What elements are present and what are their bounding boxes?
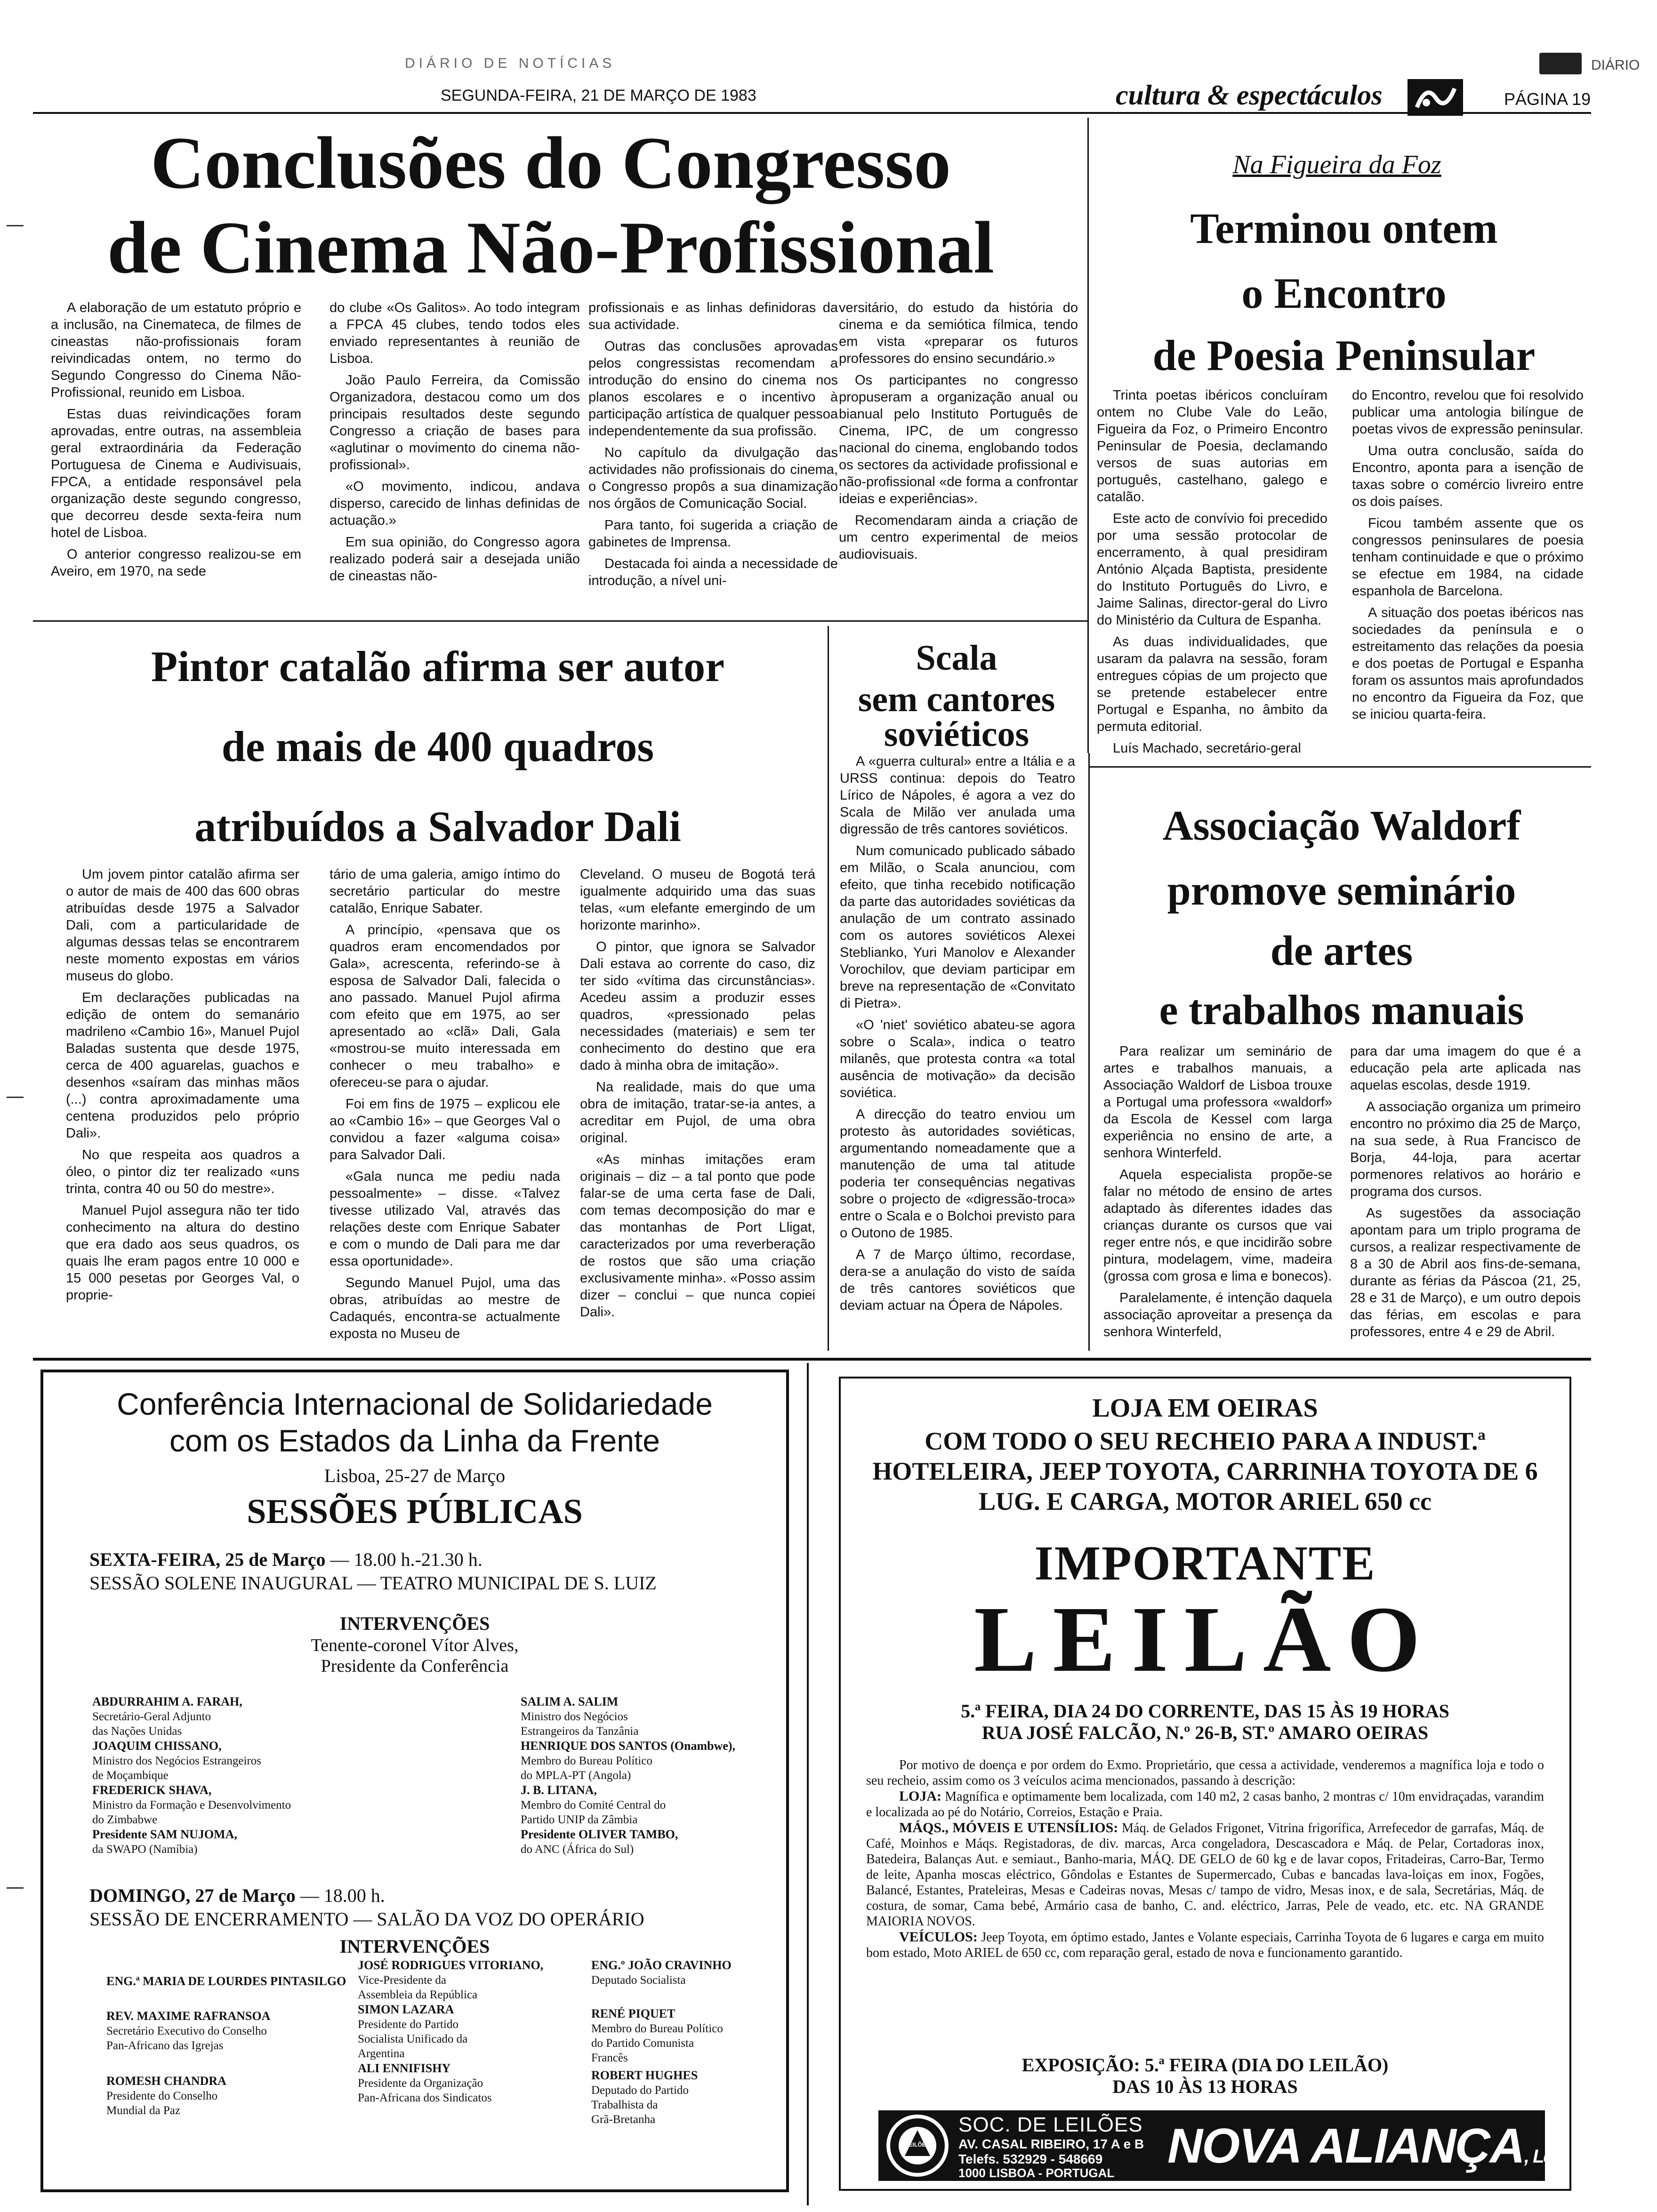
edge-mark [7, 1887, 24, 1889]
name-entry: Presidente OLIVER TAMBO, do ANC (África do Sul) [521, 1827, 678, 1856]
para: Luís Machado, secretário-geral [1113, 741, 1301, 756]
name-entry: J. B. LITANA, Membro do Comité Central do Partido UNIP da Zâmbia [521, 1783, 666, 1826]
conference-g2-col2 [358, 1958, 593, 2105]
auction-expo-1: EXPOSIÇÃO: 5.ª FEIRA (DIA DO LEILÃO) [1022, 2054, 1389, 2076]
para: Outras das conclusões aprovadas pelos congressistas recomendam a introdução do ensino do cinema nos planos escolares e o incentivo à participação artística de qualquer pessoa independentemente da sua profissão. [588, 339, 838, 439]
auction-soc: SOC. DE LEILÕES [958, 2113, 1143, 2136]
para: para dar uma imagem do que é a educação pela arte aplicada nas aquelas escolas, desde 1919. [1350, 1044, 1581, 1093]
conference-president-2: Presidente da Conferência [321, 1656, 509, 1676]
para: A elaboração de um estatuto próprio e a inclusão, na Cinemateca, de filmes de cineastas não-profissionais foram reivindicadas ontem, no termo do Segundo Congresso do Cinema Não-Profissional, reunido em Lisboa. [51, 300, 301, 400]
dali-col-2 [330, 866, 560, 1347]
name-entry: RENÉ PIQUET Membro do Bureau Político do Partido Comunista Francês [591, 2007, 723, 2064]
auction-addr-3: 1000 LISBOA - PORTUGAL [958, 2166, 1115, 2180]
para: Os participantes no congresso propuseram a organização anual ou bianual pelo Instituto Português de Cinema, IPC, de um congresso nacional do cinema, englobando todos os sectores da actividade profissional e não-profissional «de forma a confrontar ideias e experiências». [839, 373, 1078, 506]
poetry-kicker: Na Figueira da Foz [1232, 150, 1441, 179]
para: Paralelamente, é intenção daquela associação aproveitar a presença da senhora Winterfeld, [1103, 1290, 1332, 1339]
dali-title-2: de mais de 400 quadros [221, 722, 654, 770]
congress-col-1 [51, 299, 301, 585]
name-entry: Presidente SAM NUJOMA, da SWAPO (Namíbia) [92, 1827, 237, 1856]
congress-title-line-2: de Cinema Não-Profissional [107, 207, 995, 289]
para: Foi em fins de 1975 – explicou ele ao «Cambio 16» – que Georges Val o convidou a fazer «alguma coisa» para Salvador Dali. [330, 1097, 560, 1162]
para: Estas duas reivindicações foram aprovadas, entre outras, na assembleia geral extraordinária da Federação Portuguesa de Cinema e Audivisuais, FPCA, a entidade responsável pela organização deste segundo congresso, que decorreu desde sexta-feira num hotel de Lisboa. [51, 407, 301, 540]
para: Para tanto, foi sugerida a criação de gabinetes de Imprensa. [588, 518, 838, 550]
waldorf-title-3: de artes [1270, 928, 1413, 974]
page-number: PÁGINA 19 [1504, 89, 1591, 109]
conference-sessions: SESSÕES PÚBLICAS [247, 1492, 583, 1531]
para: Uma outra conclusão, saída do Encontro, aponta para a isenção de taxas sobre o comércio livreiro entre os dois países. [1352, 443, 1584, 509]
waldorf-col-1 [1103, 1043, 1332, 1345]
conference-title-2: com os Estados da Linha da Frente [169, 1423, 660, 1458]
conference-title-1: Conferência Internacional de Solidariedade [117, 1387, 713, 1421]
para: O pintor, que ignora se Salvador Dali estava ao corrente do caso, diz ter sido «vítima das circunstâncias». Acedeu assim a produzir esses quadros, «pressionado pelas necessidades (materiais) e sem ter conhecimento do destino que era dado à minha obra de imitação». [580, 939, 815, 1073]
para: Num comunicado publicado sábado em Milão, o Scala anunciou, com efeito, que tinha recebido notificação da parte das autoridades soviéticas da anulação de um contrato assinado com os autores soviéticos Alexei Steblianko, Yuri Manolov e Alexander Vorochilov, que deviam participar em breve na representação de «Convitato di Pietra». [840, 843, 1075, 1011]
waldorf-col-2 [1350, 1043, 1581, 1345]
loja-label: LOJA: [899, 1788, 941, 1804]
section-name: cultura & espectáculos [1116, 80, 1383, 111]
auction-addr-1: AV. CASAL RIBEIRO, 17 A e B [958, 2137, 1144, 2151]
name-entry: SIMON LAZARA Presidente do Partido Socialista Unificado da Argentina [358, 2003, 468, 2060]
auction-seal-center: LEILÕES [905, 2141, 930, 2148]
poetry-title-3: de Poesia Peninsular [1152, 331, 1536, 379]
masthead-right-blurb: DIÁRIO [1591, 57, 1640, 73]
conference-day1-session: SESSÃO SOLENE INAUGURAL — TEATRO MUNICIPAL DE S. LUIZ [89, 1572, 657, 1594]
para: A situação dos poetas ibéricos nas sociedades da península e o estreitamento das relações da poesia e dos poetas de Portugal e Espanha foram os assuntos mais aprofundados no encontro da Figueira da Foz, que se iniciou quarta-feira. [1352, 605, 1584, 722]
veic-label: VEÍCULOS: [899, 1929, 978, 1945]
para: «O movimento, indicou, andava disperso, carecido de linhas definidas de actuação.» [330, 479, 580, 528]
auction-intro: Por motivo de doença e por ordem do Exmo. Proprietário, que cessa a actividade, venderemos a magnífica loja e todo o seu recheio, assim como os 3 veículos acima mencionados, passando à descrição: [866, 1758, 1544, 1788]
conference-interventions-1: INTERVENÇÕES [339, 1613, 490, 1634]
para: As sugestões da associação apontam para um triplo programa de cursos, a realizar respectivamente de 8 a 30 de Abril aos fins-de-semana, durante as férias da Páscoa (21, 25, 28 e 31 de Março), e um outro depois das férias, em escolas e para professores, entre 4 e 29 de Abril. [1350, 1206, 1581, 1339]
conference-day2-session: SESSÃO DE ENCERRAMENTO — SALÃO DA VOZ DO OPERÁRIO [89, 1908, 644, 1930]
para: A 7 de Março último, recordase, dera-se a anulação do visto de saída de três cantores soviéticos que deviam actuar na Ópera de Nápoles. [840, 1247, 1075, 1313]
para: Aquela especialista propõe-se falar no método de ensino de artes adaptado às diferentes idades das crianças durante os cursos que vai reger entre nós, e que incidirão sobre pintura, modelagem, vime, madeira (grossa com grosa e lima e bonecos). [1103, 1167, 1332, 1284]
masthead-date: SEGUNDA-FEIRA, 21 DE MARÇO DE 1983 [441, 87, 756, 104]
name-entry: FREDERICK SHAVA, Ministro da Formação e Desenvolvimento do Zimbabwe [92, 1783, 291, 1826]
poetry-col-2 [1352, 387, 1584, 728]
auction-importante: IMPORTANTE [1034, 1536, 1376, 1590]
brand-name: NOVA ALIANÇA [1167, 2119, 1524, 2173]
para: Ficou também assente que os congressos peninsulares de poesia tenham continuidade e que o próximo se efectue em 1984, na cidade espanhola de Barcelona. [1352, 516, 1584, 599]
conference-place: Lisboa, 25-27 de Março [324, 1465, 506, 1486]
name-entry: ENG.ª MARIA DE LOURDES PINTASILGO [106, 1974, 346, 1988]
auction-expo-2: DAS 10 ÀS 13 HORAS [1112, 2076, 1298, 2097]
congress-col-4 [839, 299, 1078, 568]
conference-g2-col3 [591, 1958, 780, 2127]
dali-col-1 [66, 866, 299, 1308]
day1-date: SEXTA-FEIRA, 25 de Março [89, 1549, 326, 1570]
auction-body [866, 1757, 1544, 1961]
name-entry: JOSÉ RODRIGUES VITORIANO, Vice-Presidente da Assembleia da República [358, 1958, 544, 2001]
para: A «guerra cultural» entre a Itália e a URSS continua: depois do Teatro Lírico de Nápoles, é agora a vez do Scala de Milão ver anulada uma digressão de três cantores soviéticos. [840, 754, 1075, 837]
name-entry: ABDURRAHIM A. FARAH, Secretário-Geral Adjunto das Nações Unidas [92, 1695, 242, 1738]
para: João Paulo Ferreira, da Comissão Organizadora, destacou como um dos principais resultados deste segundo Congresso a criação de bases para «aglutinar o movimento do cinema não-profissional». [330, 373, 580, 473]
congress-col-3 [588, 299, 838, 594]
dali-col-3 [580, 866, 815, 1325]
para: Em sua opinião, do Congresso agora realizado poderá sair a desejada união de cineastas não- [330, 535, 580, 584]
auction-loja [866, 1788, 1544, 1820]
para: do Encontro, revelou que foi resolvido publicar uma antologia bilíngue de poetas vivos de expressão peninsular. [1352, 388, 1584, 437]
scala-col [840, 753, 1075, 1319]
conference-g2-col1 [106, 1974, 351, 2118]
veic-text: Jeep Toyota, em óptimo estado, Jantes e Volante especiais, Carrinha Toyota de 6 lugares e carga em muito bom estado, Moto ARIEL de 650 cc, com reparação geral, estado de nova e funcionamento garantido. [866, 1930, 1544, 1960]
day2-time: — 18.00 h. [295, 1885, 385, 1906]
name-entry: HENRIQUE DOS SANTOS (Onambwe), Membro do Bureau Político do MPLA-PT (Angola) [521, 1739, 736, 1782]
para: «O 'niet' soviético abateu-se agora sobre o Scala», indica o teatro milanês, que protesta contra «a total ausência de motivação» da decisão soviética. [840, 1018, 1075, 1100]
para: Trinta poetas ibéricos concluíram ontem no Clube Vale do Leão, Figueira da Foz, o Primeiro Encontro Peninsular de Poesia, declamando versos de suas autorias em português, castelhano, galego e catalão. [1097, 388, 1327, 505]
para: versitário, do estudo da história do cinema e da semiótica fílmica, tendo em vista «preparar os futuros professores do ensino secundário.» [839, 300, 1078, 366]
para: O anterior congresso realizou-se em Aveiro, em 1970, na sede [51, 547, 301, 579]
congress-title-line-1: Conclusões do Congresso [150, 122, 951, 204]
conference-interventions-2: INTERVENÇÕES [339, 1936, 490, 1957]
para: A direcção do teatro enviou um protesto às autoridades soviéticas, argumentando nomeadamente que a manutenção de uma tal atitude poderia ter consequências negativas sobre o projecto de «digressão-troca» entre o Scala e o Bolchoi previsto para o Outono de 1985. [840, 1107, 1075, 1241]
poetry-title-1: Terminou ontem [1190, 204, 1498, 252]
section-logo-icon [1408, 79, 1463, 116]
para: A associação organiza um primeiro encontro no próximo dia 25 de Março, na sua sede, à Rua Francisco de Borja, 44-loja, para acertar pormenores relativos ao horário e programa dos cursos. [1350, 1099, 1581, 1199]
maq-text: Máq. de Gelados Frigonet, Vitrina frigorífica, Arrefecedor de garrafas, Máq. de Café, Moinhos e Máqs. Registadoras, de div. marcas, Arca congeladora, Descascadora e Máq. de Pelar, Cortadoras inox, Batedeira, Balanças Aut. e semiaut., Banho-maria, MÁQ. DE GELO de 60 kg e de lavar copos, Fritadeiras, Carro-Bar, Termo de leite, Apanha moscas eléctrico, Gôndolas e Estantes de Supermercado, Cubas e bancadas lava-loiças em inox, Fogões, Balancé, Estantes, Prateleiras, Mesas e Cadeiras novas, Mesas c/ tampo de vidro, Mesas inox, e de sala, Secretárias, Máq. de costura, de somar, Cama bebé, Armário casa de banho, C. and. eléctrico, Jarras, Pele de veado, etc. etc. NA GRANDE MAIORIA NOVOS. [866, 1821, 1544, 1929]
para: do clube «Os Galitos». Ao todo integram a FPCA 45 clubes, tendo todos eles enviado representantes à reunião de Lisboa. [330, 300, 580, 366]
auction-veic [866, 1929, 1544, 1961]
para: «As minhas imitações eram originais – diz – a tal ponto que pode falar-se de uma certa fase de Dali, com temas decomposição do mar e das montanhas de Port Lligat, caracterizados por uma reverberação de rostos que são uma criação exclusivamente minha». «Posso assim dizer – conclui – que nunca copiei Dali». [580, 1152, 815, 1320]
name-entry: ALI ENNIFISHY Presidente da Organização Pan-Africana dos Sindicatos [358, 2061, 492, 2104]
para: Este acto de convívio foi precedido por uma sessão protocolar de encerramento, à qual presidiram António Alçada Baptista, presidente do Instituto Português do Livro, e Jaime Salinas, director-geral do Livro do Ministério da Cultura de Espanha. [1097, 511, 1327, 628]
para: Um jovem pintor catalão afirma ser o autor de mais de 400 das 600 obras atribuídas desde 1975 a Salvador Dali, com a particularidade de algumas dessas telas se encontrarem neste momento expostas em vários museus do globo. [66, 867, 299, 984]
name-entry: JOAQUIM CHISSANO, Ministro dos Negócios Estrangeiros de Moçambique [92, 1739, 261, 1782]
para: tário de uma galeria, amigo íntimo do secretário particular do mestre catalão, Enrique Sabater. [330, 867, 560, 916]
auction-head-1: LOJA EM OEIRAS [1092, 1394, 1318, 1423]
para: Segundo Manuel Pujol, uma das obras, atribuídas ao mestre de Cadaqués, encontra-se actualmente exposta no Museu de [330, 1275, 560, 1341]
conference-left-names [92, 1694, 422, 1857]
dali-title-1: Pintor catalão afirma ser autor [151, 642, 724, 690]
conference-president-1: Tenente-coronel Vítor Alves, [311, 1635, 519, 1655]
name-entry: ROBERT HUGHES Deputado do Partido Trabalhista da Grã-Bretanha [591, 2068, 698, 2126]
brand-suffix: , Lda. [1524, 2146, 1568, 2167]
congress-col-2 [330, 299, 580, 589]
auction-head-2: COM TODO O SEU RECHEIO PARA A INDUST.ª HOTELEIRA, JEEP TOYOTA, CARRINHA TOYOTA DE 6 LUG. E CARGA, MOTOR ARIEL 650 cc [872, 1427, 1538, 1515]
name-entry: ENG.º JOÃO CRAVINHO Deputado Socialista [591, 1958, 732, 1987]
scala-title-3: soviéticos [884, 714, 1030, 754]
auction-when-2: RUA JOSÉ FALCÃO, N.º 26-B, ST.º AMARO OEIRAS [981, 1722, 1429, 1743]
poetry-col-1 [1097, 387, 1327, 761]
auction-brand [1167, 2120, 1568, 2183]
day2-date: DOMINGO, 27 de Março [89, 1885, 296, 1906]
para: Destacada foi ainda a necessidade de introdução, a nível uni- [588, 556, 838, 588]
masthead-logo-icon [1539, 53, 1582, 74]
auction-maq [866, 1820, 1544, 1929]
waldorf-title-4: e trabalhos manuais [1159, 987, 1524, 1034]
para: As duas individualidades, que usaram da palavra na sessão, foram entregues cópias de um projecto que se pretende estabelecer entre Portugal e Espanha, no âmbito da permuta editorial. [1097, 634, 1327, 734]
name-entry: SALIM A. SALIM Ministro dos Negócios Estrangeiros da Tanzânia [521, 1695, 639, 1738]
dali-title-3: atribuídos a Salvador Dali [194, 802, 681, 850]
waldorf-title-1: Associação Waldorf [1162, 802, 1521, 849]
loja-text: Magnífica e optimamente bem localizada, com 140 m2, 2 casas banho, 2 montras c/ 10m envidraçadas, varandim e localizada ao pé do Notário, Correios, Estação e Praia. [866, 1789, 1544, 1819]
para: Manuel Pujol assegura não ter tido conhecimento na altura do destino que era dado aos seus quadros, os quais lhe eram pagos entre 10 000 e 15 000 pesetas por Georges Val, o proprie- [66, 1203, 299, 1303]
poetry-title-2: o Encontro [1241, 269, 1447, 317]
para: Na realidade, mais do que uma obra de imitação, tratar-se-ia antes, a acreditar em Pujol, de uma obra original. [580, 1080, 815, 1146]
edge-mark [7, 225, 24, 226]
name-entry: ROMESH CHANDRA Presidente do Conselho Mundial da Paz [106, 2074, 226, 2117]
para: profissionais e as linhas definidoras da sua actividade. [588, 300, 838, 332]
para: A princípio, «pensava que os quadros eram encomendados por Gala», acrescenta, referindo-se à esposa de Salvador Dali, falecida o ano passado. Manuel Pujol afirma com efeito que em 1975, ao ser apresentado ao «clã» Dali, Gala «mostrou-se muito interessada em conhecer o meu trabalho» e ofereceu-se para o ajudar. [330, 922, 560, 1090]
scala-title-1: Scala [916, 638, 997, 678]
para: «Gala nunca me pediu nada pessoalmente» – disse. «Talvez tivesse utilizado Val, através das relações deste com Enrique Sabater e com o mundo de Dali para me dar essa oportunidade». [330, 1169, 560, 1269]
conference-day1 [89, 1549, 483, 1570]
name-entry: REV. MAXIME RAFRANSOA Secretário Executivo do Conselho Pan-Africano das Igrejas [106, 2009, 271, 2052]
waldorf-title-2: promove seminário [1167, 867, 1516, 914]
edge-mark [7, 1097, 24, 1098]
auction-when-1: 5.ª FEIRA, DIA 24 DO CORRENTE, DAS 15 ÀS 19 HORAS [961, 1700, 1449, 1722]
maq-label: MÁQS., MÓVEIS E UTENSÍLIOS: [899, 1820, 1118, 1835]
auction-leilao: LEILÃO [973, 1587, 1437, 1691]
para: Em declarações publicadas na edição de ontem do semanário madrileno «Cambio 16», Manuel Pujol Baladas sustenta que desde 1975, cerca de 400 aguarelas, guachos e desenhos «saíram das minhas mãos (...) contra aproximadamente uma centena produzidos pelo próprio Dali». [66, 990, 299, 1141]
conference-day2 [89, 1885, 385, 1906]
para: Para realizar um seminário de artes e trabalhos manuais, a Associação Waldorf de Lisboa trouxe a Portugal uma professora «waldorf» da Escola de Kessel com larga experiência no ensino de arte, a senhora Winterfeld. [1103, 1044, 1332, 1161]
para: Cleveland. O museu de Bogotá terá igualmente adquirido uma das suas telas, «um elefante emergindo de um horizonte marinho». [580, 867, 815, 933]
scala-title-2: sem cantores [858, 680, 1055, 719]
conference-right-names [521, 1694, 784, 1857]
para: Recomendaram ainda a criação de um centro experimental de meios audiovisuais. [839, 513, 1078, 562]
para: No capítulo da divulgação das actividades não profissionais do cinema, o Congresso propôs a sua dinamização nos órgãos de Comunicação Social. [588, 445, 838, 511]
auction-addr-2: Telefs. 532929 - 548669 [958, 2152, 1103, 2166]
day1-time: — 18.00 h.-21.30 h. [325, 1549, 483, 1570]
masthead-top-blurb: DIÁRIO DE NOTÍCIAS [405, 56, 616, 71]
para: No que respeita aos quadros a óleo, o pintor diz ter realizado «uns trinta, contra 40 ou 50 do mestre». [66, 1147, 299, 1196]
